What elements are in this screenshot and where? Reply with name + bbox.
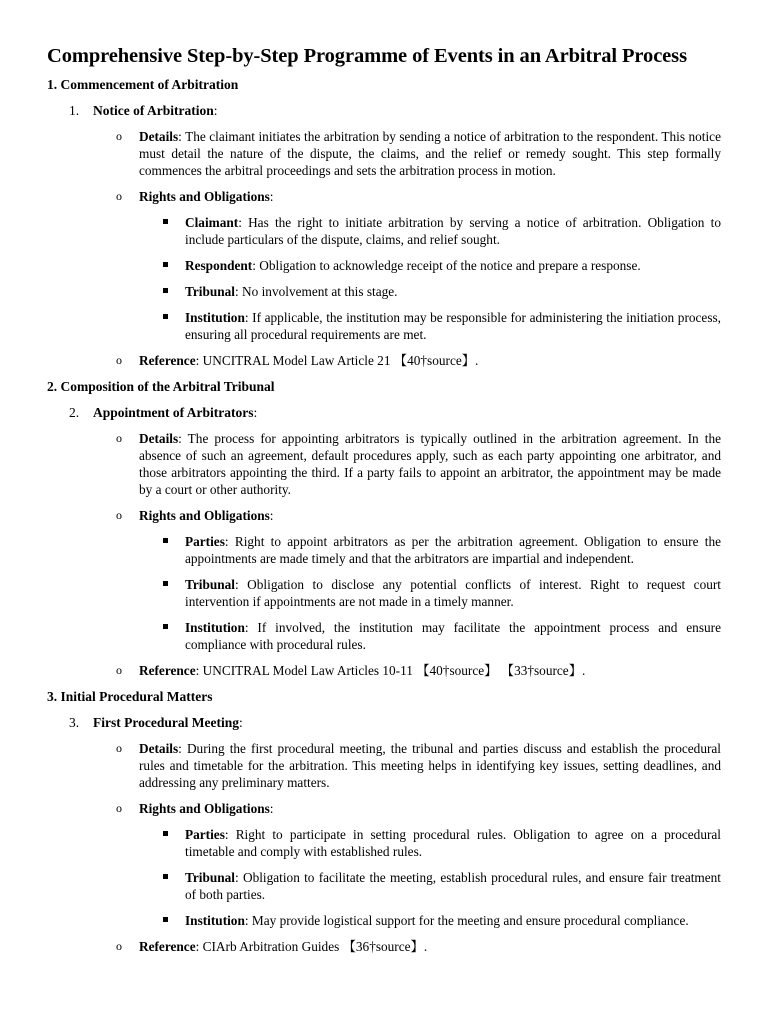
details-bullet [47,128,721,179]
rights-bullet: o Rights and Obligations: [116,801,274,816]
reference-label: Reference [139,353,196,368]
square-bullet-icon [163,314,168,319]
square-bullet-icon [163,288,168,293]
circle-bullet-icon: o [116,801,122,815]
party-text: : If involved, the institution may facilitate the appointment process and ensure compliance with procedural rules. [185,620,721,652]
square-bullet-icon [163,917,168,922]
party-label: Tribunal [185,577,236,592]
party-item [47,912,721,929]
square-bullet-icon [163,219,168,224]
party-text: : Right to appoint arbitrators as per the arbitration agreement. Obligation to ensure the appointments are made timely and that the arbitrators are impartial and independent. [185,534,721,566]
circle-bullet-icon: o [116,189,122,203]
rights-label: Rights and Obligations [139,189,270,204]
section-commencement [47,76,721,369]
reference-text: : UNCITRAL Model Law Article 21 【40†source】. [195,353,479,368]
details-bullet [47,740,721,791]
details-text: : The process for appointing arbitrators is typically outlined in the arbitration agreement. In the absence of such an agreement, default procedures apply, such as each party appointing one arbitrator, and those arbitrators appointing the third. If a party fails to appoint an arbitrator, the appointment may be made by a court or other authority. [139,431,721,497]
party-item [47,533,721,567]
details-text: : During the first procedural meeting, the tribunal and parties discuss and establish the procedural rules and timetable for the arbitration. This meeting helps in identifying key issues, setting deadlines, and addressing any preliminary matters. [139,741,721,790]
details-bullet [47,430,721,498]
party-text: : If applicable, the institution may be responsible for administering the initiation process, ensuring all procedural requirements are met. [185,310,721,342]
party-text: : Obligation to facilitate the meeting, establish procedural rules, and ensure fair treatment of both parties. [185,870,721,902]
party-text: : No involvement at this stage. [235,284,398,299]
reference-bullet [47,352,721,369]
step-item: 1. Notice of Arbitration: [69,103,218,118]
party-label: Tribunal [185,284,236,299]
section-initial-procedural [47,688,721,955]
party-item [47,283,721,300]
party-text: : May provide logistical support for the meeting and ensure procedural compliance. [244,913,689,928]
reference-bullet [47,662,721,679]
party-item [47,257,721,274]
step-number: 1. [69,103,80,118]
party-item [47,826,721,860]
party-text: : Obligation to acknowledge receipt of the notice and prepare a response. [252,258,641,273]
details-label: Details [139,431,179,446]
circle-bullet-icon: o [116,508,122,522]
reference-text: : UNCITRAL Model Law Articles 10-11 【40†source】 【33†source】. [195,663,586,678]
square-bullet-icon [163,624,168,629]
party-label: Tribunal [185,870,236,885]
square-bullet-icon [163,262,168,267]
details-label: Details [139,129,179,144]
step-number: 2. [69,405,80,420]
step-title: Appointment of Arbitrators [93,405,254,420]
party-label: Respondent [185,258,253,273]
circle-bullet-icon: o [116,741,122,755]
party-text: : Has the right to initiate arbitration by serving a notice of arbitration. Obligation to include particulars of the dispute, claims, and relief sought. [185,215,721,247]
party-item [47,309,721,343]
party-item [47,214,721,248]
step-title: Notice of Arbitration [93,103,214,118]
circle-bullet-icon: o [116,431,122,445]
section-composition [47,378,721,679]
square-bullet-icon [163,831,168,836]
party-label: Parties [185,534,225,549]
section-heading: 1. Commencement of Arbitration [47,77,239,92]
square-bullet-icon [163,581,168,586]
reference-bullet [47,938,721,955]
party-text: : Right to participate in setting procedural rules. Obligation to agree on a procedural timetable and comply with established rules. [185,827,721,859]
step-number: 3. [69,715,80,730]
rights-label: Rights and Obligations [139,508,270,523]
rights-bullet: o Rights and Obligations: [116,189,274,204]
party-label: Institution [185,620,245,635]
circle-bullet-icon: o [116,129,122,143]
party-text: : Obligation to disclose any potential conflicts of interest. Right to request court intervention if appointments are not made in a timely manner. [185,577,721,609]
square-bullet-icon [163,538,168,543]
party-item [47,619,721,653]
step-title: First Procedural Meeting [93,715,239,730]
reference-label: Reference [139,663,196,678]
details-text: : The claimant initiates the arbitration by sending a notice of arbitration to the respondent. This notice must detail the nature of the dispute, the claims, and the relief or remedy sought. This step formally commences the arbitral proceedings and sets the arbitration process in motion. [139,129,721,178]
section-heading: 3. Initial Procedural Matters [47,689,213,704]
party-item [47,576,721,610]
step-item: 2. Appointment of Arbitrators: [69,405,258,420]
section-heading: 2. Composition of the Arbitral Tribunal [47,379,275,394]
circle-bullet-icon: o [116,353,122,367]
step-item: 3. First Procedural Meeting: [69,715,243,730]
reference-text: : CIArb Arbitration Guides 【36†source】. [195,939,428,954]
party-label: Institution [185,913,245,928]
details-label: Details [139,741,179,756]
rights-bullet: o Rights and Obligations: [116,508,274,523]
rights-label: Rights and Obligations [139,801,270,816]
reference-label: Reference [139,939,196,954]
circle-bullet-icon: o [116,939,122,953]
document-title: Comprehensive Step-by-Step Programme of Events in an Arbitral Process [47,45,687,67]
party-label: Institution [185,310,245,325]
circle-bullet-icon: o [116,663,122,677]
party-label: Claimant [185,215,239,230]
party-label: Parties [185,827,225,842]
party-item [47,869,721,903]
square-bullet-icon [163,874,168,879]
